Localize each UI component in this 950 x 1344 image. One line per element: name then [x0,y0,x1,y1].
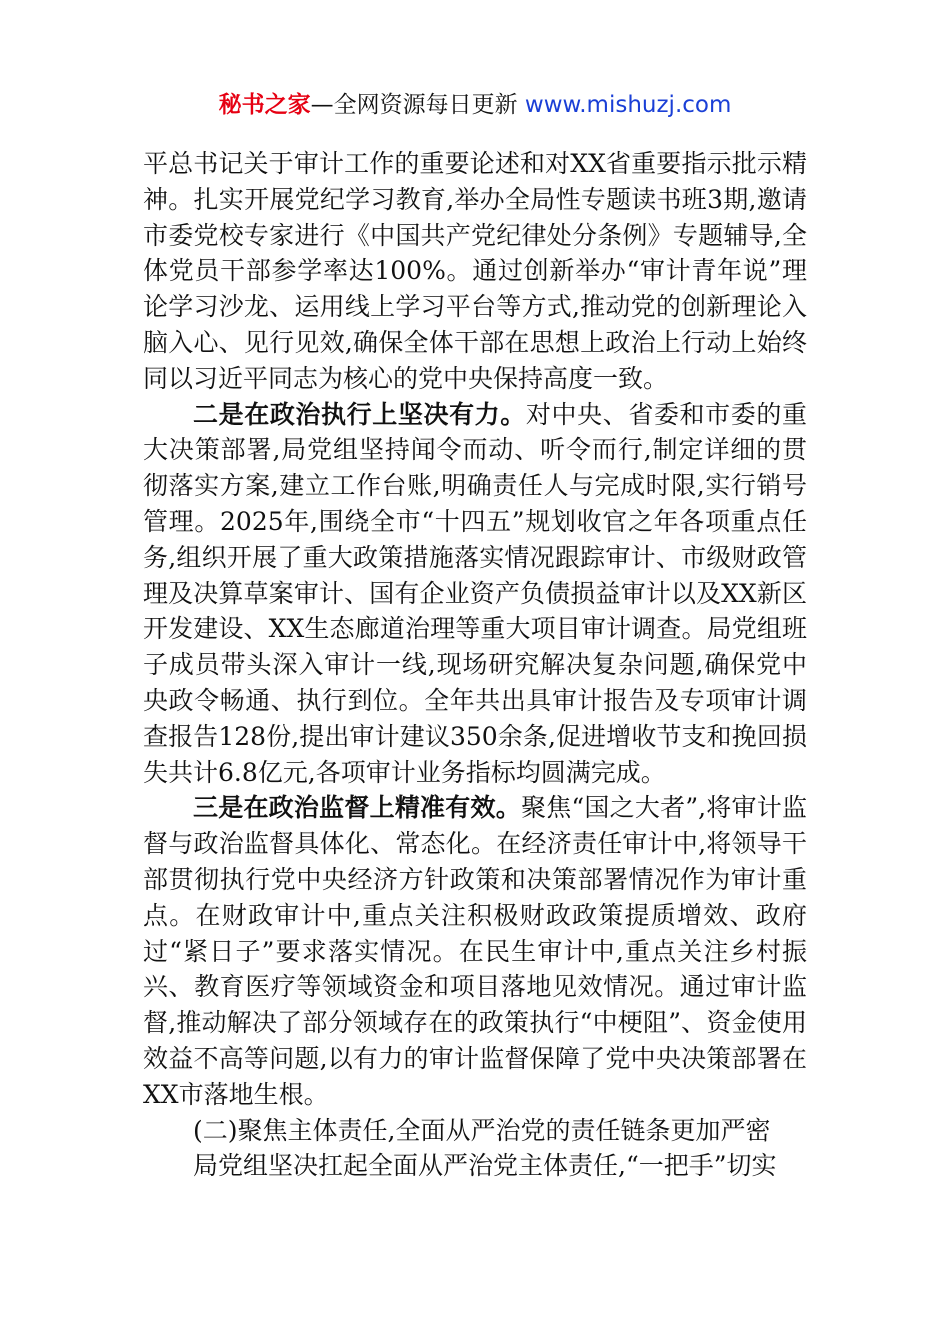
paragraph-political-supervision [143,790,807,1112]
paragraph-text: 平总书记关于审计工作的重要论述和对XX省重要指示批示精神。扎实开展党纪学习教育,举办全局性专题读书班3期,邀请市委党校专家进行《中国共产党纪律处分条例》专题辅导,全体党员干部参学率达100%。通过创新举办“审计青年说”理论学习沙龙、运用线上学习平台等方式,推动党的创新理论入脑入心、见行见效,确保全体干部在思想上政治上行动上始终同以习近平同志为核心的党中央保持高度一致。 [143,149,807,393]
section-heading [143,1113,807,1149]
paragraph-lead: 二是在政治执行上坚决有力。 [193,399,526,429]
header-brand: 秘书之家 [218,92,311,118]
paragraph-text: 局党组坚决扛起全面从严治党主体责任,“一把手”切实 [193,1151,777,1181]
header-tagline: —全网资源每日更新 [310,92,518,118]
paragraph-lead: 三是在政治监督上精准有效。 [193,793,521,823]
paragraph-main-responsibility [143,1148,807,1184]
page-header [0,88,950,122]
document-body [143,146,807,1184]
paragraph-continuation [143,146,807,397]
paragraph-text: 聚焦“国之大者”,将审计监督与政治监督具体化、常态化。在经济责任审计中,将领导干部贯彻执行党中央经济方针政策和决策部署情况作为审计重点。在财政审计中,重点关注积极财政政策提质增效、政府过“紧日子”要求落实情况。在民生审计中,重点关注乡村振兴、教育医疗等领域资金和项目落地见效情况。通过审计监督,推动解决了部分领域存在的政策执行“中梗阻”、资金使用效益不高等问题,以有力的审计监督保障了党中央决策部署在XX市落地生根。 [143,793,807,1109]
header-site-link[interactable]: www.mishuzj.com [524,92,732,118]
paragraph-political-execution [143,397,807,791]
section-heading-text: (二)聚焦主体责任,全面从严治党的责任链条更加严密 [193,1115,771,1145]
paragraph-text: 对中央、省委和市委的重大决策部署,局党组坚持闻令而动、听令而行,制定详细的贯彻落实方案,建立工作台账,明确责任人与完成时限,实行销号管理。2025年,围绕全市“十四五”规划收官之年各项重点任务,组织开展了重大政策措施落实情况跟踪审计、市级财政管理及决算草案审计、国有企业资产负债损益审计以及XX新区开发建设、XX生态廊道治理等重大项目审计调查。局党组班子成员带头深入审计一线,现场研究解决复杂问题,确保党中央政令畅通、执行到位。全年共出具审计报告及专项审计调查报告128份,提出审计建议350余条,促进增收节支和挽回损失共计6.8亿元,各项审计业务指标均圆满完成。 [143,399,807,787]
